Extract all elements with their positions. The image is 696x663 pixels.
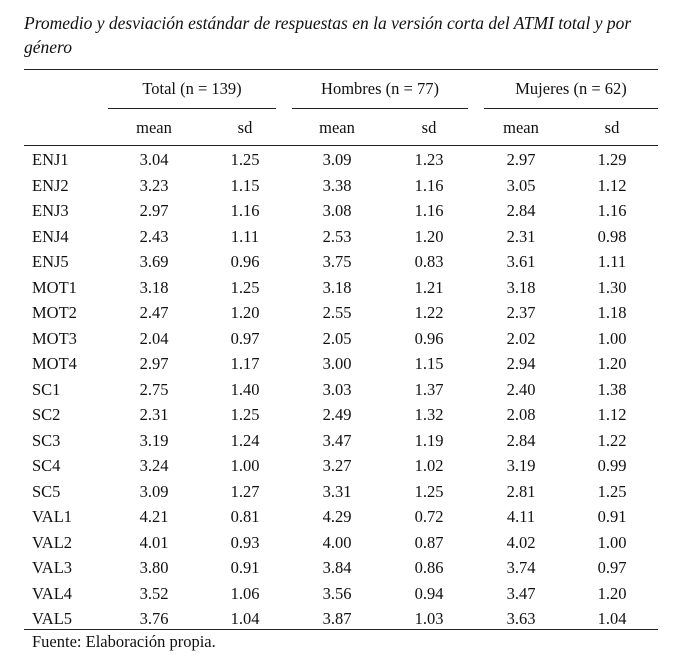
- cell-hombres-mean: 2.05: [322, 328, 352, 348]
- cell-total-mean: 4.21: [139, 507, 169, 526]
- cell-hombres-mean: 3.87: [322, 609, 352, 628]
- cell-mujeres-mean: 2.94: [506, 354, 536, 373]
- cell-mujeres-sd: 1.29: [597, 150, 627, 169]
- group-rule-hombres: [292, 108, 468, 109]
- column-header-hombres-sd: sd: [421, 118, 437, 137]
- cell-mujeres-mean: 3.05: [506, 175, 536, 195]
- cell-hombres-sd: 0.72: [414, 507, 444, 526]
- cell-hombres-mean: 3.09: [322, 150, 352, 169]
- cell-mujeres-mean: 2.97: [506, 150, 536, 169]
- cell-mujeres-mean: 3.47: [506, 583, 536, 603]
- group-header-mujeres: Mujeres (n = 62): [515, 79, 627, 98]
- cell-hombres-sd: 1.25: [414, 481, 444, 501]
- table-row: [24, 223, 658, 249]
- cell-hombres-sd: 1.16: [414, 175, 444, 195]
- cell-mujeres-sd: 0.91: [597, 507, 627, 526]
- cell-total-mean: 2.75: [139, 379, 169, 399]
- cell-hombres-mean: 3.84: [322, 558, 352, 577]
- cell-mujeres-mean: 2.08: [506, 405, 536, 424]
- cell-hombres-mean: 2.49: [322, 405, 352, 424]
- row-label: VAL2: [32, 532, 73, 552]
- cell-total-mean: 2.97: [139, 201, 169, 220]
- row-label: ENJ2: [32, 175, 69, 195]
- cell-mujeres-mean: 3.74: [506, 558, 536, 577]
- cell-hombres-mean: 3.38: [322, 175, 352, 195]
- table-row: [24, 427, 658, 453]
- row-label: SC1: [32, 379, 61, 399]
- cell-hombres-mean: 3.08: [322, 201, 352, 220]
- row-label: VAL5: [32, 609, 73, 628]
- cell-mujeres-mean: 3.63: [506, 609, 536, 628]
- cell-mujeres-sd: 1.04: [597, 609, 627, 628]
- cell-hombres-sd: 1.22: [414, 303, 444, 322]
- table-row: [24, 325, 658, 351]
- cell-total-mean: 3.76: [139, 609, 169, 628]
- cell-hombres-sd: 1.19: [414, 430, 444, 450]
- cell-total-sd: 1.25: [230, 405, 260, 424]
- cell-mujeres-sd: 1.22: [597, 430, 627, 450]
- cell-total-mean: 3.19: [139, 430, 169, 450]
- source-note: Fuente: Elaboración propia.: [32, 632, 216, 651]
- column-header-mujeres-sd: sd: [604, 118, 620, 137]
- cell-mujeres-sd: 0.99: [597, 456, 627, 475]
- column-header-total-sd: sd: [237, 118, 253, 137]
- cell-hombres-sd: 1.23: [414, 150, 444, 169]
- cell-total-sd: 1.17: [230, 354, 260, 373]
- cell-total-sd: 1.15: [230, 175, 260, 195]
- table-row: [24, 452, 658, 478]
- group-rule-mujeres: [484, 108, 658, 109]
- table-row: [24, 478, 658, 504]
- cell-total-sd: 0.81: [230, 507, 260, 526]
- row-label: ENJ5: [32, 252, 69, 271]
- cell-total-sd: 1.24: [230, 430, 260, 450]
- cell-total-sd: 0.96: [230, 252, 260, 271]
- cell-hombres-mean: 4.00: [322, 532, 352, 552]
- cell-total-mean: 3.80: [139, 558, 169, 577]
- row-label: ENJ4: [32, 226, 69, 246]
- table-row: [24, 580, 658, 606]
- cell-mujeres-sd: 1.20: [597, 354, 627, 373]
- group-header-hombres: Hombres (n = 77): [321, 79, 439, 98]
- cell-mujeres-mean: 2.81: [506, 481, 536, 501]
- cell-hombres-sd: 0.83: [414, 252, 444, 271]
- cell-mujeres-sd: 0.97: [597, 558, 627, 577]
- cell-hombres-sd: 1.15: [414, 354, 444, 373]
- cell-hombres-sd: 0.87: [414, 532, 444, 552]
- row-label: SC3: [32, 430, 61, 450]
- cell-hombres-mean: 3.27: [322, 456, 352, 475]
- cell-hombres-mean: 2.55: [322, 303, 352, 322]
- cell-mujeres-sd: 0.98: [597, 226, 627, 246]
- cell-mujeres-sd: 1.18: [597, 303, 627, 322]
- cell-total-sd: 1.06: [230, 583, 260, 603]
- cell-mujeres-sd: 1.20: [597, 583, 627, 603]
- row-label: VAL1: [32, 507, 73, 526]
- cell-mujeres-mean: 2.31: [506, 226, 536, 246]
- cell-total-mean: 3.24: [139, 456, 169, 475]
- cell-total-sd: 1.25: [230, 277, 260, 297]
- cell-total-mean: 2.43: [139, 226, 169, 246]
- cell-mujeres-sd: 1.00: [597, 532, 627, 552]
- table-row: [24, 197, 658, 223]
- cell-hombres-sd: 1.21: [414, 277, 444, 297]
- cell-total-sd: 1.00: [230, 456, 260, 475]
- cell-total-mean: 2.97: [139, 354, 169, 373]
- cell-total-mean: 2.04: [139, 328, 169, 348]
- cell-mujeres-mean: 2.40: [506, 379, 536, 399]
- cell-total-mean: 4.01: [139, 532, 169, 552]
- row-label: VAL3: [32, 558, 73, 577]
- cell-total-sd: 1.40: [230, 379, 260, 399]
- cell-hombres-mean: 3.31: [322, 481, 352, 501]
- cell-hombres-sd: 1.20: [414, 226, 444, 246]
- column-header-hombres-mean: mean: [319, 118, 355, 137]
- row-label: VAL4: [32, 583, 73, 603]
- cell-mujeres-sd: 1.25: [597, 481, 627, 501]
- cell-mujeres-sd: 1.30: [597, 277, 627, 297]
- cell-mujeres-mean: 3.61: [506, 252, 536, 271]
- cell-total-mean: 3.52: [139, 583, 169, 603]
- row-label: MOT1: [32, 277, 77, 297]
- cell-total-sd: 1.27: [230, 481, 260, 501]
- table-row: [24, 529, 658, 555]
- cell-hombres-sd: 1.32: [414, 405, 444, 424]
- cell-hombres-mean: 2.53: [322, 226, 352, 246]
- cell-hombres-mean: 3.18: [322, 277, 352, 297]
- group-rule-total: [108, 108, 276, 109]
- row-label: SC5: [32, 481, 61, 501]
- table-row: [24, 605, 658, 631]
- cell-mujeres-mean: 2.37: [506, 303, 536, 322]
- cell-hombres-mean: 3.56: [322, 583, 352, 603]
- cell-mujeres-mean: 4.11: [506, 507, 536, 526]
- cell-total-mean: 3.69: [139, 252, 169, 271]
- row-label: MOT3: [32, 328, 77, 348]
- column-header-mujeres-mean: mean: [503, 118, 539, 137]
- cell-hombres-sd: 0.86: [414, 558, 444, 577]
- cell-mujeres-sd: 1.11: [597, 252, 627, 271]
- row-label: MOT2: [32, 303, 77, 322]
- cell-mujeres-mean: 3.18: [506, 277, 536, 297]
- row-label: MOT4: [32, 354, 77, 373]
- group-header-total: Total (n = 139): [142, 79, 242, 98]
- row-label: SC2: [32, 405, 61, 424]
- table-row: [24, 172, 658, 198]
- cell-mujeres-mean: 2.84: [506, 201, 536, 220]
- cell-total-sd: 1.04: [230, 609, 260, 628]
- cell-total-sd: 0.97: [230, 328, 260, 348]
- cell-hombres-mean: 3.03: [322, 379, 352, 399]
- cell-total-mean: 3.23: [139, 175, 169, 195]
- cell-mujeres-mean: 2.02: [506, 328, 536, 348]
- table-row: [24, 376, 658, 402]
- cell-total-mean: 2.47: [139, 303, 169, 322]
- cell-mujeres-sd: 1.38: [597, 379, 627, 399]
- cell-mujeres-mean: 4.02: [506, 532, 536, 552]
- bottom-rule: [24, 629, 658, 630]
- cell-hombres-mean: 3.00: [322, 354, 352, 373]
- cell-hombres-mean: 3.75: [322, 252, 352, 271]
- cell-total-mean: 3.18: [139, 277, 169, 297]
- cell-total-mean: 3.09: [139, 481, 169, 501]
- table-body: [24, 146, 658, 631]
- cell-mujeres-sd: 1.00: [597, 328, 627, 348]
- cell-hombres-sd: 1.37: [414, 379, 444, 399]
- cell-total-mean: 3.04: [139, 150, 169, 169]
- table-row: [24, 248, 658, 274]
- cell-hombres-sd: 1.03: [414, 609, 444, 628]
- cell-mujeres-sd: 1.16: [597, 201, 627, 220]
- cell-mujeres-sd: 1.12: [597, 405, 627, 424]
- cell-total-sd: 0.91: [230, 558, 260, 577]
- table-row: [24, 299, 658, 325]
- cell-hombres-sd: 0.94: [414, 583, 444, 603]
- cell-hombres-sd: 0.96: [414, 328, 444, 348]
- cell-total-sd: 1.16: [230, 201, 260, 220]
- cell-hombres-sd: 1.02: [414, 456, 444, 475]
- cell-total-sd: 1.25: [230, 150, 260, 169]
- cell-hombres-mean: 4.29: [322, 507, 352, 526]
- cell-total-sd: 1.11: [230, 226, 260, 246]
- cell-hombres-mean: 3.47: [322, 430, 352, 450]
- table-row: [24, 350, 658, 376]
- row-label: ENJ1: [32, 150, 69, 169]
- cell-total-sd: 1.20: [230, 303, 260, 322]
- cell-mujeres-mean: 3.19: [506, 456, 536, 475]
- row-label: SC4: [32, 456, 61, 475]
- cell-total-sd: 0.93: [230, 532, 260, 552]
- row-label: ENJ3: [32, 201, 69, 220]
- cell-mujeres-mean: 2.84: [506, 430, 536, 450]
- table-row: [24, 503, 658, 529]
- top-rule: [24, 69, 658, 70]
- cell-total-mean: 2.31: [139, 405, 169, 424]
- table-row: [24, 146, 658, 172]
- table-row: [24, 554, 658, 580]
- cell-mujeres-sd: 1.12: [597, 175, 627, 195]
- table-caption: Promedio y desviación estándar de respuestas en la versión corta del ATMI total y por género: [24, 13, 632, 57]
- table-row: [24, 401, 658, 427]
- column-header-total-mean: mean: [136, 118, 172, 137]
- cell-hombres-sd: 1.16: [414, 201, 444, 220]
- table-row: [24, 274, 658, 300]
